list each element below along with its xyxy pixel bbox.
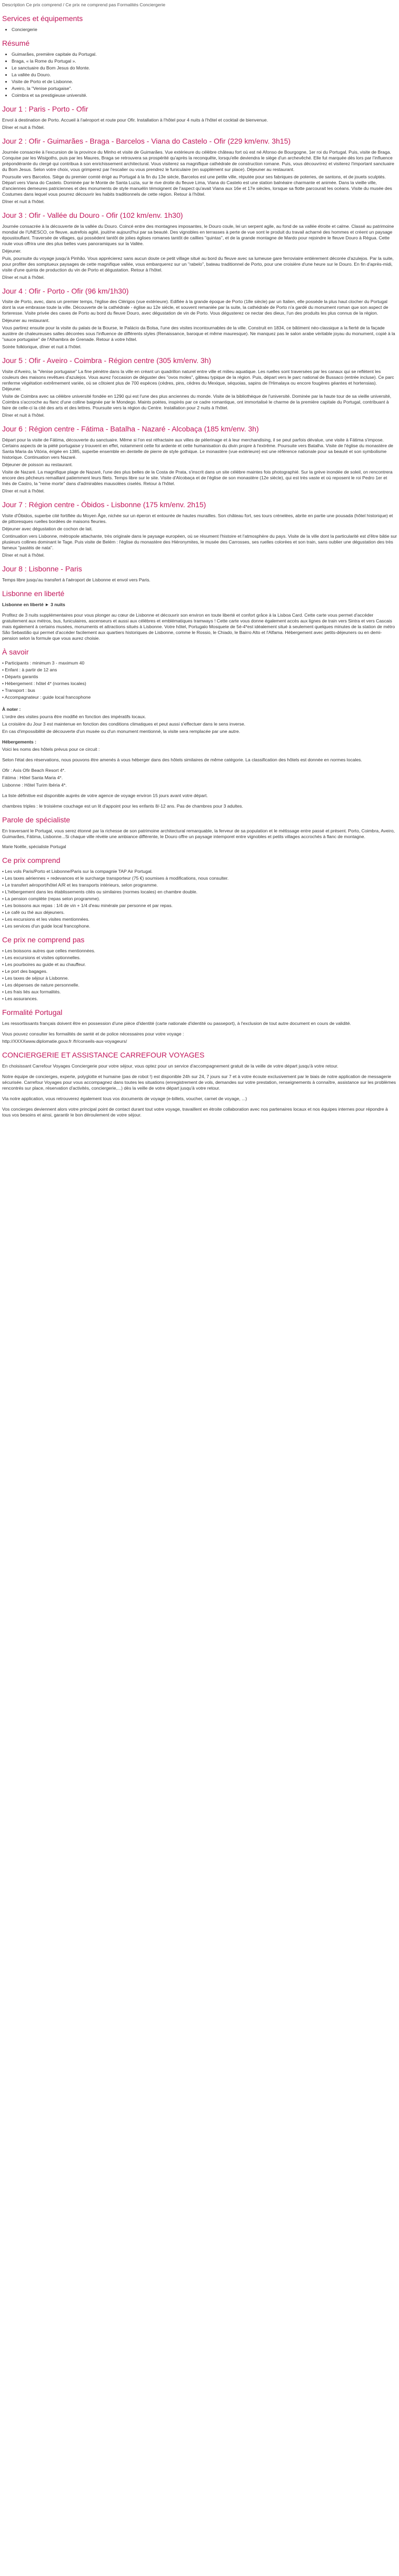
day-paragraph: Déjeuner.: [2, 248, 22, 254]
list-item: • Coimbra et sa prestigieuse université.: [12, 93, 397, 98]
day-paragraph: Journée consacrée à l'excursion de la province du Minho et visite de Guimarães. Vue extérieure du célèbre château fort où est né Afonso de Bourgogne, 1er roi du Portugal. Puis, visite de Braga. Conquise par les Wisigoths, puis par les Maures, Braga se retrouvera sa prospérité qu'après la reconquête, lorsqu'elle deviendra le siège d'un archevêché. Elle fut marquée dès lors par l'influence prépondérante du clergé qui contribua à son enrichissement architectural. Vous visiterez sa magnifique cathédrale de construction romane. Puis, vous découvrirez et visiterez l'important sanctuaire du Bom Jesus. Selon votre choix, vous grimperez par l'escalier ou vous prendrez le funiculaire (en supplément sur place). Déjeuner au restaurant.: [2, 149, 394, 172]
day-paragraph: Dîner et nuit à l'hôtel.: [2, 412, 45, 418]
list-item: • Les excursions et visites optionnelles.: [2, 955, 397, 961]
day-paragraph: Envol à destination de Porto. Accueil à l'aéroport et route pour Ofir. Installation à l'hôtel pour 4 nuits à l'hôtel et cocktail de bienvenue.: [2, 117, 268, 123]
list-item: • Les services d'un guide local francophone.: [2, 923, 397, 929]
hebergements-hotel: Fátima : Hôtel Santa Maria 4*.: [2, 774, 63, 780]
day-paragraph: Temps libre jusqu'au transfert à l'aéroport de Lisbonne et envol vers Paris.: [2, 577, 151, 583]
list-item: • Enfant : à partir de 12 ans: [2, 667, 397, 673]
list-item: • Les vols Paris/Porto et Lisbonne/Paris sur la compagnie TAP Air Portugal.: [2, 869, 397, 874]
list-item: • Le port des bagages.: [2, 969, 397, 974]
parole-signature: Marie Noëlle, spécialiste Portugal: [2, 844, 66, 849]
list-item: • Les pourboires au guide et au chauffeur.: [2, 962, 397, 968]
page: [0, 0, 399, 1118]
day-paragraph: Dîner et nuit à l'hôtel.: [2, 552, 45, 558]
day-title: Jour 3 : Ofir - Vallée du Douro - Ofir (102 km/env. 1h30): [2, 210, 183, 219]
list-item: • Participants : minimum 3 - maximum 40: [2, 660, 397, 666]
day-paragraph: Départ pour la visite de Fátima, découverte du sanctuaire. Même si l'on est réfractaire aux villes de pèlerinage et à leur merchandising, il se peut parfois dévalue, une visite à Fátima s'impose. Certains aspects de la piété portugaise y trouvent en effet, notamment cette foi ardente et cette humanisation du divin propre à l'extrême. Poursuite vers Batalha. Visite de l'église du monastère de Santa Maria da Vitória, érigée en 1385, superbe ensemble en dentelle de pierre de style gothique. Le monastère (vue extérieure) est une référence nationale pour sa beauté et son symbolisme historique. Continuation vers Nazaré.: [2, 437, 393, 460]
hebergements-paragraph: Selon l'état des réservations, nous pouvons être amenés à vous héberger dans des hôtels similaires de même catégorie. La classification des hôtels est donnée en normes locales.: [2, 757, 362, 762]
list-item: • Guimarães, première capitale du Portugal.: [12, 52, 397, 57]
day-title: Jour 4 : Ofir - Porto - Ofir (96 km/1h30): [2, 286, 129, 295]
nocomprend-title: Ce prix ne comprend pas: [2, 935, 85, 944]
list-item: • La pension complète (repas selon programme).: [2, 896, 397, 902]
day-paragraph: Dîner et nuit à l'hôtel.: [2, 274, 45, 280]
list-item: • Les frais liés aux formalités.: [2, 989, 397, 995]
parole-title: Parole de spécialiste: [2, 815, 71, 824]
formalites-link[interactable]: http://XXXXwww.diplomatie.gouv.fr /fr/conseils-aux-voyageurs/: [2, 1039, 127, 1044]
list-item: • Braga, « la Rome du Portugal ».: [12, 58, 397, 64]
day-title: Jour 2 : Ofir - Guimarães - Braga - Barcelos - Viana do Castelo - Ofir (229 km/env. 3h15): [2, 136, 291, 145]
day-paragraph: Visite de Coimbra avec sa célèbre université fondée en 1290 qui est l'une des plus anciennes du monde. Visite de la bibliothèque de l'université. Dominée par la haute tour de sa vieille université, Coimbra s'accroche au flanc d'une colline baignée par le Mondego. Maints poètes, inspirés par ce cadre romantique, ont immortalisé le charme de la première capitale du Portugal, contribuant à faire de celle-ci la cité des arts et des lettres. Poursuite vers la région du Centre. Installation pour 2 nuits à l'hôtel.: [2, 394, 392, 411]
hebergements-hotel: Lisbonne : Hôtel Turim Ibéria 4*.: [2, 782, 67, 788]
list-item: • Visite de Porto et de Lisbonne.: [12, 79, 397, 85]
parole-paragraph: En traversant le Portugal, vous serez étonné par la richesse de son patrimoine architectural remarquable, la ferveur de sa population et le métissage entre passé et présent. Porto, Coimbra, Aveiro, Guimarães, Fátima, Lisbonne...Si chaque ville révèle une ambiance différente, le Douro offre un paysage intemporel entre vignobles et petits villages accrochés à flanc de montagne.: [2, 828, 395, 839]
list-item: • Aveiro, la "Venise portugaise".: [12, 86, 397, 92]
day-paragraph: Puis, poursuite du voyage jusqu'à Pinhão. Vous apprécierez sans aucun doute ce petit village situé au bord du fleuve avec sa lumeuse gare ferroviaire entièrement décorée d'azulejos. Par la suite, pour profiter des somptueux paysages de cette magnifique vallée, vous embarquerez sur un "rabelo", bateau traditionnel de Porto, pour une croisière d'une heure sur le Douro. En fin d'après-midi, visite d'une quinta de production du vin de Porto et dégustation. Retour à l'hôtel.: [2, 255, 394, 273]
day-paragraph: Visite d'Óbidos, superbe cité fortifiée du Moyen Âge, nichée sur un éperon et entourée de hautes murailles. Son château fort, ses tours crénelées, abrite en partie une pousada (hôtel historique) et de pittoresques ruelles bordées de maisons fleuries.: [2, 513, 393, 525]
list-item: • Conciergerie: [12, 27, 397, 33]
list-item: • Les dépenses de nature personnelle.: [2, 982, 397, 988]
savoir-list: [2, 660, 397, 700]
noter-label: À noter :: [2, 706, 21, 712]
day-paragraph: Visite de Nazaré. La magnifique plage de Nazaré, l'une des plus belles de la Costa de Prata, s'inscrit dans un site célèbre maintes fois photographié. Sur la grève inondée de soleil, on rencontrera encore des pêcheurs remaillant patiemment leurs filets. Temps libre sur le site. Visite d'Alcobaça et de l'église de son monastère (12e siècle), qui est très vaste et où reposent le roi Pedro 1er et Inès de Castro, la "reine morte" dans d'admirables mausolées ciselés. Retour à l'hôtel.: [2, 469, 393, 487]
day-paragraph: Dîner et nuit à l'hôtel.: [2, 488, 45, 494]
day-paragraph: Dîner et nuit à l'hôtel.: [2, 124, 45, 130]
conciergerie-paragraph: Vos concierges deviennent alors votre principal point de contact durant tout votre voyage, travaillent en étroite collaboration avec nos partenaires locaux et nos équipes internes pour répondre à tous vos besoins et ainsi, garantir le bon déroulement de votre séjour.: [2, 1106, 388, 1118]
list-item: • Les excursions et les visites mentionnées.: [2, 917, 397, 922]
day-paragraph: Poursuite vers Barcelos. Siège du premier comté érigé au Portugal à la fin du 13e siècle, Barcelos est une petite ville, réputée pour ses fabriques de poteries, de santons, et de jouets sculptés. Départ vers Viana do Castelo. Dominée par le Monte de Santa Luzia, sur le rive droite du fleuve Lima, Viana do Castelo est une station balnéaire charmante et animée. Dans la vieille ville, d'anciennes demeures patriciennes et des monuments de style manuélin témoignent de l'aspect qu'avait Viana aux 16e et 17e siècles, lorsque sa flotte parcourait les océans. Visite du musée des Costumes dans lequel vous pourrez découvrir les habits traditionnels de cette région. Retour à l'hôtel.: [2, 174, 392, 197]
list-item: • Les boissons autres que celles mentionnées.: [2, 948, 397, 954]
day-title: Jour 8 : Lisbonne - Paris: [2, 565, 82, 573]
list-item: • La vallée du Douro.: [12, 72, 397, 78]
list-item: • Hébergement : hôtel 4* (normes locales): [2, 681, 397, 687]
day-paragraph: Dîner et nuit à l'hôtel.: [2, 198, 45, 204]
header-line: Description Ce prix comprend / Ce prix ne comprend pas Formalités Conciergerie: [2, 2, 165, 7]
day-paragraph: Visite de Porto, avec, dans un premier temps, l'église des Clérigos (vue extérieure). Edifiée à la grande époque de Porto (18e siècle) par un Italien, elle possède la plus haut clocher du Portugal dont la vue embrasse toute la ville. Découverte de la cathédrale - église au 12e siècle, et souvent remaniée par la suite, la cathédrale de Porto n'a gardé du monument roman que son aspect de forteresse. Visite privée des caves de Porto au bord du fleuve Douro, avec dégustation de vin de Porto. Vous dégusterez ce nectar des dieux, l'un des produits les plus connus de la région.: [2, 299, 388, 316]
day-title: Jour 5 : Ofir - Aveiro - Coimbra - Région centre (305 km/env. 3h): [2, 356, 212, 365]
list-item: • L'hébergement dans les établissements cités ou similaires (normes locales) en chambre double.: [2, 889, 397, 895]
noter-paragraph: En cas d'impossibilité de découverte d'un musée ou d'un monument mentionné, la visite sera remplacée par une autre.: [2, 728, 241, 734]
comprend-title: Ce prix comprend: [2, 856, 61, 865]
day-paragraph: Visite d'Aveiro, la "Venise portugaise" La fine pénètre dans la ville en créant un quadrillon naturel entre ville et milieu aquatique. Les ruelles sont traversées par les canaux qui se reflètent les couleurs des maisons revêtues d'azulejos. Vous aurez l'occasion de déguster des "ovos moles", gâteau typique de la région. Puis, départ vers le parc national de Bussaco (entrée incluse). Ce parc renferme végétation extrêmement variée, où se côtoient plus de 700 espèces (cèdres, pins, cèdres du Mexique, séquoias, sapins de l'Himalaya ou encore fougères géantes et hortensias). Déjeuner.: [2, 369, 394, 392]
services-title: Services et équipements: [2, 14, 83, 23]
lisbonne-paragraph: Profitez de 3 nuits supplémentaires pour vous plonger au cœur de Lisbonne et découvrir son environ en toute liberté et confort grâce à la Lisboa Card. Cette carte vous permet d'accéder gratuitement aux métros, bus, funiculaires, ascenseurs et aussi aux célèbres et emblématiques tramways ! Cette carte vous donne également accès aux lignes de train vers Sintra et vers Cascais mais également à certains musées, monuments et attractions situés à Lisbonne. Votre hôtel, Portugalo Mosquete de 5é-4*est idéalement situé à seulement quelques minutes de la station de métro São Sebastião qui permet d'accéder facilement aux quartiers historiques de Lisbonne, comme le Rossio, le Chiado, le Bairro Alto et l'Alfama. Hébergement avec petits-déjeuners ou en demi-pension selon la formule que vous aurez choisie.: [2, 612, 395, 641]
lisbonne-title: Lisbonne en liberté: [2, 589, 65, 598]
list-item: • Départs garantis: [2, 674, 397, 680]
savoir-title: À savoir: [2, 647, 29, 656]
day-paragraph: Journée consacrée à la découverte de la vallée du Douro. Coincé entre des montagnes imposantes, le Douro coule, lei un serpent agile, au fond de sa vallée étroite et calme. Classé au patrimoine mondial de l'UNESCO, ce fleuve, autrefois agité, jouit/ne aujourd'hui par sa beauté. Des vignobles en terrasses à perte de vue sont le produit du travail acharné des hommes et créent un paysage époustouflant. Traversée de villages, qui possèdent tantôt de jolies églises romanes tantôt de caillies "quintas", et de la grande montagne de Mardo pour rejoindre le fleuve Douro à Régua. Cette route vous offrira une des plus belles vues panoramiques sur la Vallée.: [2, 223, 394, 246]
hebergements-hotel: Ofir : Axis Ofir Beach Resort 4*.: [2, 767, 66, 773]
nocomprend-list: [2, 948, 397, 1002]
formalites-title: Formalité Portugal: [2, 1008, 63, 1017]
day-paragraph: Continuation vers Lisbonne, métropole attachante, très originale dans le paysage européen, où se résument l'histoire et l'atmosphère du pays. Visite de la ville dont la particularité est d'être bâtie sur plusieurs collines dominant le Tage. Puis visite de Belém : l'église du monastère des Hiéronymites, le musée des Carrosses, ses ruelles colorées et son train, sans oublier une dégustation des très fameux "pastéis de nata".: [2, 534, 397, 551]
conciergerie-paragraph: En choisissant Carrefour Voyages Conciergerie pour votre séjour, vous optez pour un service d'accompagnement gratuit de la veille de votre départ jusqu'à votre retour.: [2, 1063, 338, 1069]
resume-title: Résumé: [2, 38, 30, 47]
list-item: • Les boissons aux repas : 1/4 de vin + 1/4 d'eau minérale par personne et par repas.: [2, 903, 397, 909]
conciergerie-title: CONCIERGERIE ET ASSISTANCE CARREFOUR VOYAGES: [2, 1051, 205, 1059]
conciergerie-paragraph: Via notre application, vous retrouverez également tous vos documents de voyage (e-billets, voucher, carnet de voyage, ...): [2, 1095, 247, 1101]
list-item: • Transport : bus: [2, 688, 397, 693]
hebergements-paragraph: chambres triples : le troisième couchage est un lit d'appoint pour les enfants 8/-12 ans. Pas de chambres pour 3 adultes.: [2, 803, 243, 809]
hebergements-paragraph: Voici les noms des hôtels prévus pour ce circuit :: [2, 746, 100, 752]
conciergerie-paragraph: Notre équipe de concierges, experte, polyglotte et humaine (pas de robot !) est disponible 24h sur 24, 7 jours sur 7 et à votre écoute exclusivement par le biais de notre application de messagerie sécurisée. Carrefour Voyages pour vous accompagnez dans toutes les situations (enregistrement de vols, demandes sur votre prestation, renseignements à connaître, assistance sur les problèmes rencontrés sur place, réservation d'activités, conciergerie,...) dès la veille de votre départ jusqu'à votre retour.: [2, 1073, 396, 1091]
day-title: Jour 1 : Paris - Porto - Ofir: [2, 104, 88, 113]
day-paragraph: Vous partirez ensuite pour la visite du palais de la Bourse, le Palácio da Bolsa, l'une des visites incontournables de la ville. Construit en 1834, ce bâtiment néo-classique a la fierté de la façade austère de chaleureuses salles décorées sous l'influence de différents styles (Renaissance, baroque et même mauresque). Ne manquez pas le salon arabe véritable joyau du monument, copié à la "sauce portugaise" de l'Alhambra de Grenade. Retour à votre hôtel.: [2, 325, 395, 343]
formalites-paragraph: Les ressortissants français doivent être en possession d'une pièce d'identité (carte nationale d'identité ou passeport), à l'exclusion de tout autre document en cours de validité.: [2, 1021, 351, 1026]
day-title: Jour 6 : Région centre - Fátima - Batalha - Nazaré - Alcobaça (185 km/env. 3h): [2, 425, 259, 434]
list-item: • Les taxes de séjour à Lisbonne.: [2, 975, 397, 981]
formalites-paragraph: Vous pouvez consulter les formalités de santé et de police nécessaires pour votre voyage :: [2, 1031, 184, 1037]
lisbonne-subtitle: Lisbonne en liberté ► 3 nuits: [2, 601, 65, 607]
resume-list: [12, 52, 397, 98]
noter-paragraph: La croisière du Jour 3 est maintenue en fonction des conditions climatiques et peut aussi s'effectuer dans le sens inverse.: [2, 721, 245, 727]
list-item: • Accompagnateur : guide local francophone: [2, 695, 397, 700]
comprend-list: [2, 869, 397, 929]
list-item: • Les assurances.: [2, 996, 397, 1002]
day-paragraph: Déjeuner au restaurant.: [2, 318, 50, 324]
day-title: Jour 7 : Région centre - Óbidos - Lisbonne (175 km/env. 2h15): [2, 500, 206, 509]
hebergements-paragraph: La liste définitive est disponible auprès de votre agence de voyage environ 15 jours avant votre départ.: [2, 792, 208, 798]
day-paragraph: Déjeuner avec dégustation de cochon de lait.: [2, 526, 93, 532]
list-item: • Les taxes aériennes + redevances et le surcharge transporteur (75 €) soumises à modifications, nous consulter.: [2, 876, 397, 881]
hebergements-label: Hébergements :: [2, 739, 36, 744]
noter-paragraph: L'ordre des visites pourra être modifié en fonction des impératifs locaux.: [2, 713, 146, 719]
day-paragraph: Déjeuner de poisson au restaurant.: [2, 462, 73, 468]
list-item: • Le café ou thé aux déjeuners.: [2, 910, 397, 915]
list-item: • Le sanctuaire du Bom Jesus do Monte.: [12, 65, 397, 71]
list-item: • Le transfert aéroport/hôtel A/R et les transports intérieurs, selon programme.: [2, 882, 397, 888]
day-paragraph: Soirée folklorique, dîner et nuit à l'hôtel.: [2, 344, 82, 350]
services-list: [12, 27, 397, 33]
